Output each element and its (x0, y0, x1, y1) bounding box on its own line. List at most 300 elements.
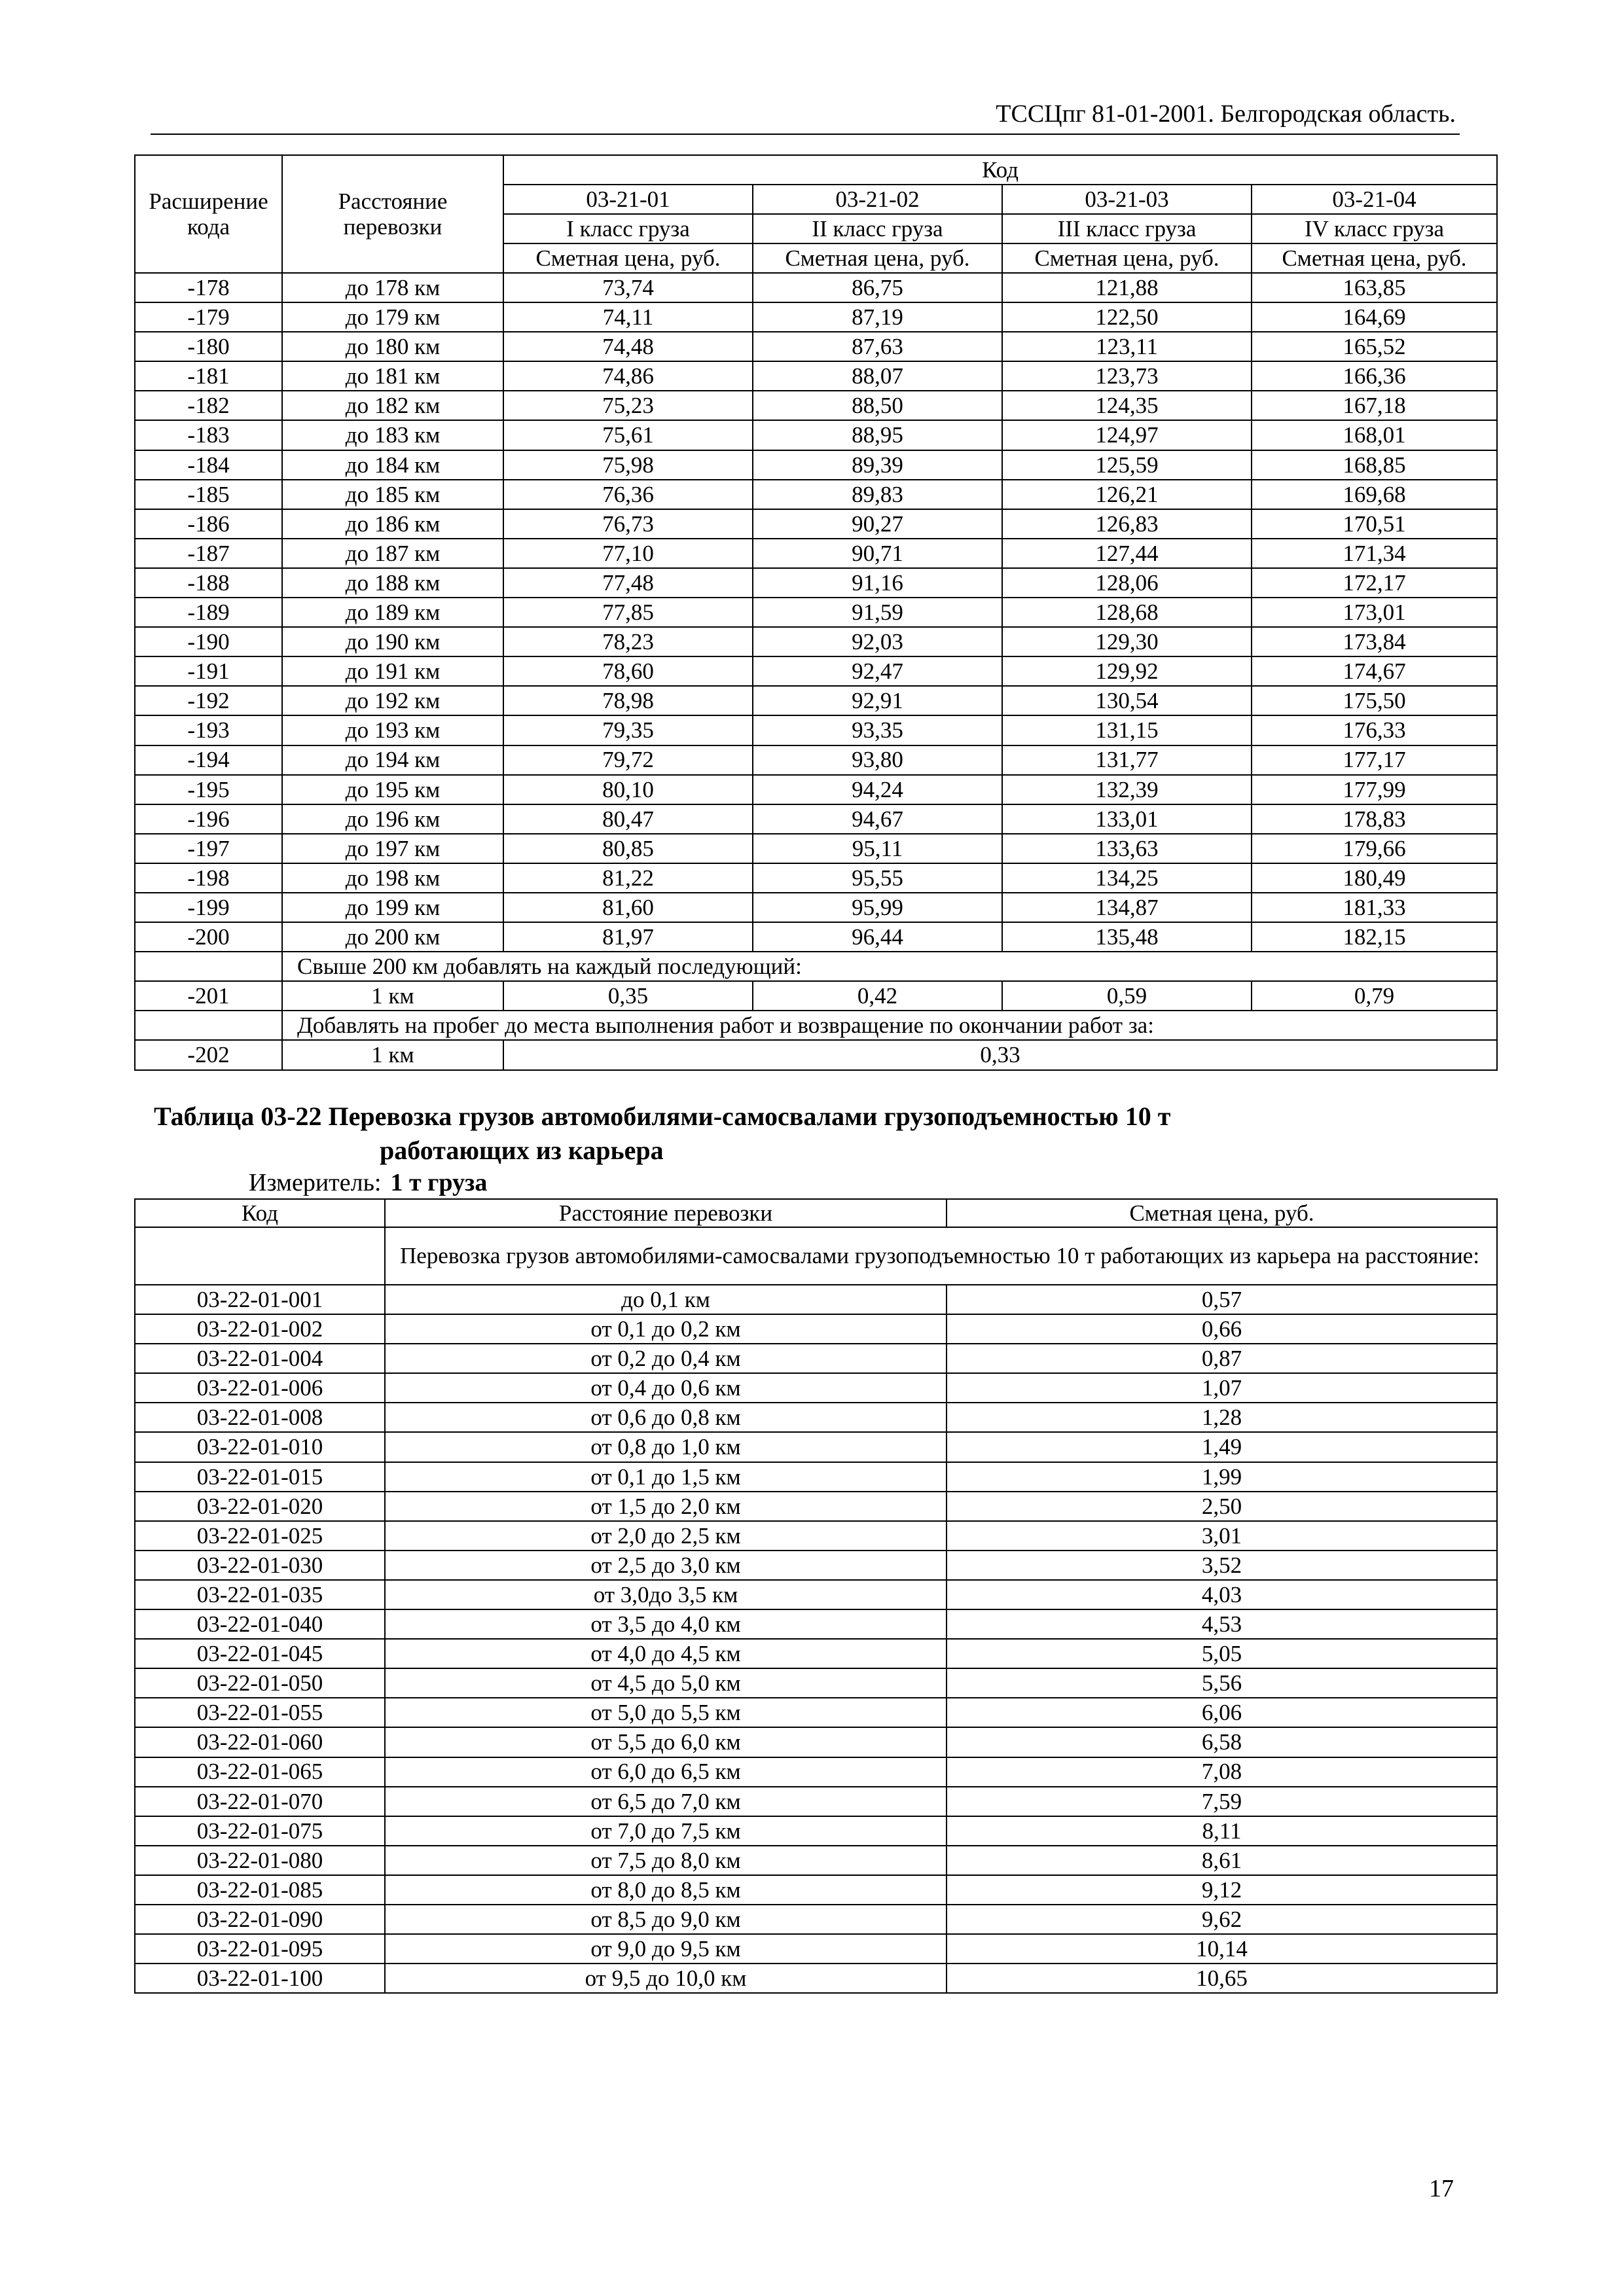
table-row (135, 1580, 1497, 1609)
table-cell: от 2,5 до 3,0 км (385, 1551, 947, 1580)
table-cell: от 7,0 до 7,5 км (385, 1816, 947, 1846)
table-cell: 74,48 (503, 332, 753, 361)
header-code-4: 03-21-04 (1252, 185, 1497, 214)
table-cell: 128,68 (1002, 598, 1252, 627)
table-cell: до 197 км (282, 834, 503, 863)
table-cell: 88,95 (753, 420, 1002, 450)
table-row (135, 420, 1497, 450)
table-cell: 03-22-01-004 (135, 1344, 385, 1373)
table-cell: 129,92 (1002, 656, 1252, 686)
table-cell: 124,97 (1002, 420, 1252, 450)
table-cell: 03-22-01-001 (135, 1285, 385, 1314)
table-cell: 135,48 (1002, 922, 1252, 952)
table-cell: 81,60 (503, 893, 753, 922)
table-cell: -194 (135, 745, 282, 775)
table-cell: 1,49 (947, 1432, 1497, 1462)
table-cell: от 5,0 до 5,5 км (385, 1698, 947, 1727)
table-row (135, 1285, 1497, 1314)
table-cell: 122,50 (1002, 302, 1252, 332)
table-cell: 0,42 (753, 981, 1002, 1011)
table-row (135, 1432, 1497, 1462)
table-cell: 03-22-01-045 (135, 1639, 385, 1668)
table2-title-line2: работающих из карьера (380, 1136, 664, 1165)
table-cell: 03-22-01-008 (135, 1403, 385, 1432)
page-number: 17 (1429, 2175, 1454, 2202)
header-price: Сметная цена, руб. (947, 1199, 1497, 1227)
table-cell: -183 (135, 420, 282, 450)
note-over-200: Свыше 200 км добавлять на каждый последующий: (282, 952, 1497, 981)
table-cell: от 3,5 до 4,0 км (385, 1609, 947, 1639)
table-cell: 80,10 (503, 775, 753, 804)
table-cell: 175,50 (1252, 686, 1497, 715)
table-cell: 124,35 (1002, 391, 1252, 420)
table-cell: 3,52 (947, 1551, 1497, 1580)
table-cell: 7,08 (947, 1757, 1497, 1787)
table-cell: 88,50 (753, 391, 1002, 420)
table-cell: 128,06 (1002, 568, 1252, 598)
table-cell: 0,35 (503, 981, 753, 1011)
table-cell: 89,83 (753, 480, 1002, 509)
table-row (135, 715, 1497, 745)
table-cell: 75,98 (503, 450, 753, 480)
table-cell: -184 (135, 450, 282, 480)
table-cell: 172,17 (1252, 568, 1497, 598)
table-cell: 8,11 (947, 1816, 1497, 1846)
table-cell: от 0,8 до 1,0 км (385, 1432, 947, 1462)
table-cell: 03-22-01-010 (135, 1432, 385, 1462)
table-cell: 03-22-01-065 (135, 1757, 385, 1787)
table-cell: 1 км (282, 981, 503, 1011)
table-cell: 75,23 (503, 391, 753, 420)
table-row (135, 775, 1497, 804)
table-cell: 6,58 (947, 1727, 1497, 1757)
table-cell: 171,34 (1252, 539, 1497, 568)
table2-title-line1: Таблица 03-22 Перевозка грузов автомобилями-самосвалами грузоподъемностью 10 т (154, 1102, 1171, 1131)
table-cell: -190 (135, 627, 282, 656)
table-row (135, 1492, 1497, 1521)
header-distance-l1: Расстояние (338, 188, 448, 214)
header-distance-l2: перевозки (343, 214, 442, 240)
table-cell: до 179 км (282, 302, 503, 332)
table-cell: 168,85 (1252, 450, 1497, 480)
header-class-2: II класс груза (753, 214, 1002, 243)
table-cell: 03-22-01-030 (135, 1551, 385, 1580)
table-cell: от 0,4 до 0,6 км (385, 1373, 947, 1403)
table2-title (154, 1100, 1170, 1168)
table-cell: 95,11 (753, 834, 1002, 863)
table-cell: 121,88 (1002, 273, 1252, 302)
table-cell: до 198 км (282, 863, 503, 893)
table-cell: 91,16 (753, 568, 1002, 598)
table-row (135, 1551, 1497, 1580)
table-row (135, 804, 1497, 834)
table-cell: от 1,5 до 2,0 км (385, 1492, 947, 1521)
table-cell: 78,98 (503, 686, 753, 715)
table-cell: 4,03 (947, 1580, 1497, 1609)
table-row (135, 509, 1497, 539)
table-row (135, 745, 1497, 775)
header-code-3: 03-21-03 (1002, 185, 1252, 214)
table-cell: -197 (135, 834, 282, 863)
table-row (135, 1639, 1497, 1668)
table-row (135, 1314, 1497, 1344)
table-cell: 03-22-01-002 (135, 1314, 385, 1344)
table-row (135, 1403, 1497, 1432)
table-cell: до 184 км (282, 450, 503, 480)
table-cell: 10,14 (947, 1934, 1497, 1964)
table-cell: 93,80 (753, 745, 1002, 775)
table-cell: 126,21 (1002, 480, 1252, 509)
table-cell: 3,01 (947, 1521, 1497, 1551)
table-cell (135, 1227, 385, 1285)
table-row (135, 391, 1497, 420)
table-cell: 81,97 (503, 922, 753, 952)
table-row (135, 893, 1497, 922)
table-cell: 92,47 (753, 656, 1002, 686)
table-cell: 130,54 (1002, 686, 1252, 715)
table-cell: -201 (135, 981, 282, 1011)
table-cell: до 183 км (282, 420, 503, 450)
table-cell: 178,83 (1252, 804, 1497, 834)
table-cell: -187 (135, 539, 282, 568)
header-extension-l2: кода (187, 214, 230, 240)
table-cell: 03-22-01-015 (135, 1462, 385, 1492)
table-cell: 03-22-01-006 (135, 1373, 385, 1403)
table-cell: 81,22 (503, 863, 753, 893)
table-cell: -182 (135, 391, 282, 420)
header-class-3: III класс груза (1002, 214, 1252, 243)
table-cell: до 180 км (282, 332, 503, 361)
table-cell: 180,49 (1252, 863, 1497, 893)
table-cell: -189 (135, 598, 282, 627)
table-row (135, 273, 1497, 302)
table-cell: 0,66 (947, 1314, 1497, 1344)
table-cell: от 2,0 до 2,5 км (385, 1521, 947, 1551)
table-row (135, 1846, 1497, 1875)
table-cell: 90,27 (753, 509, 1002, 539)
table-cell: от 9,5 до 10,0 км (385, 1964, 947, 1993)
table-row (135, 686, 1497, 715)
table-cell: 168,01 (1252, 420, 1497, 450)
table-cell: 177,17 (1252, 745, 1497, 775)
table-cell: 127,44 (1002, 539, 1252, 568)
table-cell: 03-22-01-090 (135, 1905, 385, 1934)
table-cell: 9,62 (947, 1905, 1497, 1934)
header-price-3: Сметная цена, руб. (1002, 243, 1252, 273)
table-cell: от 7,5 до 8,0 км (385, 1846, 947, 1875)
table-cell: 77,10 (503, 539, 753, 568)
table-cell: до 190 км (282, 627, 503, 656)
table-cell: -196 (135, 804, 282, 834)
header-price-2: Сметная цена, руб. (753, 243, 1002, 273)
table-cell: 164,69 (1252, 302, 1497, 332)
table-row (135, 480, 1497, 509)
table-cell: 77,48 (503, 568, 753, 598)
table-cell: -192 (135, 686, 282, 715)
table-cell: 92,03 (753, 627, 1002, 656)
table-cell: от 0,6 до 0,8 км (385, 1403, 947, 1432)
table-cell: 92,91 (753, 686, 1002, 715)
table-cell: -188 (135, 568, 282, 598)
table-cell: 73,74 (503, 273, 753, 302)
table-cell: 76,36 (503, 480, 753, 509)
table-cell: 74,86 (503, 361, 753, 391)
table-cell: 166,36 (1252, 361, 1497, 391)
table-row (135, 1668, 1497, 1698)
header-title: ТССЦпг 81-01-2001. Белгородская область. (996, 100, 1456, 128)
table-cell: -195 (135, 775, 282, 804)
measure-unit (249, 1168, 487, 1197)
table-row (135, 1698, 1497, 1727)
table-cell: 87,63 (753, 332, 1002, 361)
table-row (135, 1462, 1497, 1492)
table-cell: 1,07 (947, 1373, 1497, 1403)
table-cell: от 8,0 до 8,5 км (385, 1875, 947, 1905)
table-cell: 173,84 (1252, 627, 1497, 656)
table-cell: до 187 км (282, 539, 503, 568)
table-row (135, 1964, 1497, 1993)
table-cell: 131,77 (1002, 745, 1252, 775)
table-cell: от 4,0 до 4,5 км (385, 1639, 947, 1668)
header-code-2: 03-21-02 (753, 185, 1002, 214)
table-row (135, 1816, 1497, 1846)
table-cell: 74,11 (503, 302, 753, 332)
table-row (135, 1934, 1497, 1964)
table-cell: до 182 км (282, 391, 503, 420)
table-cell: -199 (135, 893, 282, 922)
header-distance: Расстояние перевозки (385, 1199, 947, 1227)
table-row (135, 627, 1497, 656)
table-cell: 177,99 (1252, 775, 1497, 804)
table-cell: -198 (135, 863, 282, 893)
table-cell: 03-22-01-070 (135, 1787, 385, 1816)
table-cell: 96,44 (753, 922, 1002, 952)
table-cell: 5,56 (947, 1668, 1497, 1698)
table-cell: -179 (135, 302, 282, 332)
table-cell: до 195 км (282, 775, 503, 804)
table-row (135, 450, 1497, 480)
table-cell: 0,57 (947, 1285, 1497, 1314)
table-cell: 123,11 (1002, 332, 1252, 361)
table-cell: до 181 км (282, 361, 503, 391)
table-cell: 9,12 (947, 1875, 1497, 1905)
table-cell: 170,51 (1252, 509, 1497, 539)
table-cell: 8,61 (947, 1846, 1497, 1875)
table-cell: до 189 км (282, 598, 503, 627)
header-price-4: Сметная цена, руб. (1252, 243, 1497, 273)
dump-truck-price-table-03-22 (134, 1198, 1498, 1994)
table-cell: до 185 км (282, 480, 503, 509)
table-cell: 2,50 (947, 1492, 1497, 1521)
table-row (135, 1609, 1497, 1639)
table-cell: до 186 км (282, 509, 503, 539)
table-cell: 03-22-01-080 (135, 1846, 385, 1875)
table-cell: до 194 км (282, 745, 503, 775)
table-cell: 80,85 (503, 834, 753, 863)
table-cell: 129,30 (1002, 627, 1252, 656)
table-cell (135, 1011, 282, 1040)
unit-value: 1 т груза (390, 1169, 488, 1196)
transport-price-table-03-21 (134, 154, 1498, 1071)
table-row (135, 568, 1497, 598)
table-cell: 03-22-01-060 (135, 1727, 385, 1757)
table-cell: до 191 км (282, 656, 503, 686)
table-cell: 0,59 (1002, 981, 1252, 1011)
table-cell: 1,99 (947, 1462, 1497, 1492)
table-cell: 132,39 (1002, 775, 1252, 804)
table-cell: -178 (135, 273, 282, 302)
table-cell: 79,72 (503, 745, 753, 775)
table-cell: до 192 км (282, 686, 503, 715)
table-row (135, 302, 1497, 332)
table-cell: 131,15 (1002, 715, 1252, 745)
table-row (135, 922, 1497, 952)
table-cell: 165,52 (1252, 332, 1497, 361)
table-row (135, 361, 1497, 391)
table-cell: 133,01 (1002, 804, 1252, 834)
table-cell: 89,39 (753, 450, 1002, 480)
table-cell: 1,28 (947, 1403, 1497, 1432)
table-cell: 03-22-01-035 (135, 1580, 385, 1609)
table-row (135, 1727, 1497, 1757)
table-cell: от 6,0 до 6,5 км (385, 1757, 947, 1787)
table-row (135, 539, 1497, 568)
table-cell: 173,01 (1252, 598, 1497, 627)
table-row (135, 598, 1497, 627)
table-cell: 179,66 (1252, 834, 1497, 863)
header-extension (135, 155, 282, 273)
page-header (151, 97, 1460, 135)
table-cell: до 0,1 км (385, 1285, 947, 1314)
table-cell: от 3,0до 3,5 км (385, 1580, 947, 1609)
table-cell: 133,63 (1002, 834, 1252, 863)
table-row (135, 1373, 1497, 1403)
table-cell: -185 (135, 480, 282, 509)
header-price-1: Сметная цена, руб. (503, 243, 753, 273)
table-cell: 167,18 (1252, 391, 1497, 420)
table-cell: до 188 км (282, 568, 503, 598)
table-cell: 80,47 (503, 804, 753, 834)
table-cell: до 199 км (282, 893, 503, 922)
table-cell: -180 (135, 332, 282, 361)
table-cell: 03-22-01-100 (135, 1964, 385, 1993)
table-cell: 0,87 (947, 1344, 1497, 1373)
table-row (135, 1875, 1497, 1905)
table-cell: 03-22-01-085 (135, 1875, 385, 1905)
table-cell: 86,75 (753, 273, 1002, 302)
header-class-4: IV класс груза (1252, 214, 1497, 243)
table-cell: 95,55 (753, 863, 1002, 893)
table-cell: 03-22-01-095 (135, 1934, 385, 1964)
table-cell: -202 (135, 1040, 282, 1069)
table-cell: до 193 км (282, 715, 503, 745)
header-extension-l1: Расширение (149, 188, 268, 214)
table-cell: до 178 км (282, 273, 503, 302)
table-cell: от 0,1 до 1,5 км (385, 1462, 947, 1492)
table-cell: 7,59 (947, 1787, 1497, 1816)
table-cell: 169,68 (1252, 480, 1497, 509)
table-row (135, 1757, 1497, 1787)
table-cell: до 196 км (282, 804, 503, 834)
table-cell: 03-22-01-050 (135, 1668, 385, 1698)
table-cell: 95,99 (753, 893, 1002, 922)
table-cell: 4,53 (947, 1609, 1497, 1639)
table-cell: от 4,5 до 5,0 км (385, 1668, 947, 1698)
header-code: Код (503, 155, 1497, 185)
table-cell: 03-22-01-075 (135, 1816, 385, 1846)
table-cell: 182,15 (1252, 922, 1497, 952)
table-cell: 0,79 (1252, 981, 1497, 1011)
table-cell: 75,61 (503, 420, 753, 450)
unit-label: Измеритель: (249, 1169, 382, 1196)
header-code: Код (135, 1199, 385, 1227)
table-cell: 0,33 (503, 1040, 1497, 1069)
table-cell: 76,73 (503, 509, 753, 539)
table-cell: 134,87 (1002, 893, 1252, 922)
header-code-1: 03-21-01 (503, 185, 753, 214)
table-cell: 87,19 (753, 302, 1002, 332)
table-row (135, 1344, 1497, 1373)
table-cell: 126,83 (1002, 509, 1252, 539)
table-cell: 125,59 (1002, 450, 1252, 480)
table-cell: 78,23 (503, 627, 753, 656)
note-return-trip: Добавлять на пробег до места выполнения работ и возвращение по окончании работ за: (282, 1011, 1497, 1040)
table-cell: 176,33 (1252, 715, 1497, 745)
table-cell: 5,05 (947, 1639, 1497, 1668)
table-cell: 123,73 (1002, 361, 1252, 391)
header-distance (282, 155, 503, 273)
table-cell: 94,67 (753, 804, 1002, 834)
table-cell: 77,85 (503, 598, 753, 627)
section-description: Перевозка грузов автомобилями-самосвалами грузоподъемностью 10 т работающих из карьера на расстояние: (385, 1227, 1497, 1285)
table-cell: 6,06 (947, 1698, 1497, 1727)
table-row (135, 1787, 1497, 1816)
table-row (135, 332, 1497, 361)
table-cell: 91,59 (753, 598, 1002, 627)
table-cell: 03-22-01-055 (135, 1698, 385, 1727)
table-cell: 181,33 (1252, 893, 1497, 922)
table-cell: -191 (135, 656, 282, 686)
table-cell: 90,71 (753, 539, 1002, 568)
table-cell: 03-22-01-025 (135, 1521, 385, 1551)
table-cell: -181 (135, 361, 282, 391)
table-cell: 94,24 (753, 775, 1002, 804)
table-row (135, 1521, 1497, 1551)
table-row (135, 834, 1497, 863)
table-cell: от 0,2 до 0,4 км (385, 1344, 947, 1373)
table-cell: 1 км (282, 1040, 503, 1069)
table-cell: 78,60 (503, 656, 753, 686)
table-cell (135, 952, 282, 981)
table-cell: 03-22-01-040 (135, 1609, 385, 1639)
table-cell: от 8,5 до 9,0 км (385, 1905, 947, 1934)
table-cell: 03-22-01-020 (135, 1492, 385, 1521)
table-cell: 88,07 (753, 361, 1002, 391)
table-cell: от 5,5 до 6,0 км (385, 1727, 947, 1757)
table-cell: от 0,1 до 0,2 км (385, 1314, 947, 1344)
table-cell: от 6,5 до 7,0 км (385, 1787, 947, 1816)
table-cell: 163,85 (1252, 273, 1497, 302)
table-row (135, 656, 1497, 686)
table-row (135, 863, 1497, 893)
table-cell: -193 (135, 715, 282, 745)
table-cell: 174,67 (1252, 656, 1497, 686)
table-cell: 10,65 (947, 1964, 1497, 1993)
table-cell: до 200 км (282, 922, 503, 952)
table-cell: -186 (135, 509, 282, 539)
table-cell: -200 (135, 922, 282, 952)
table-cell: 93,35 (753, 715, 1002, 745)
